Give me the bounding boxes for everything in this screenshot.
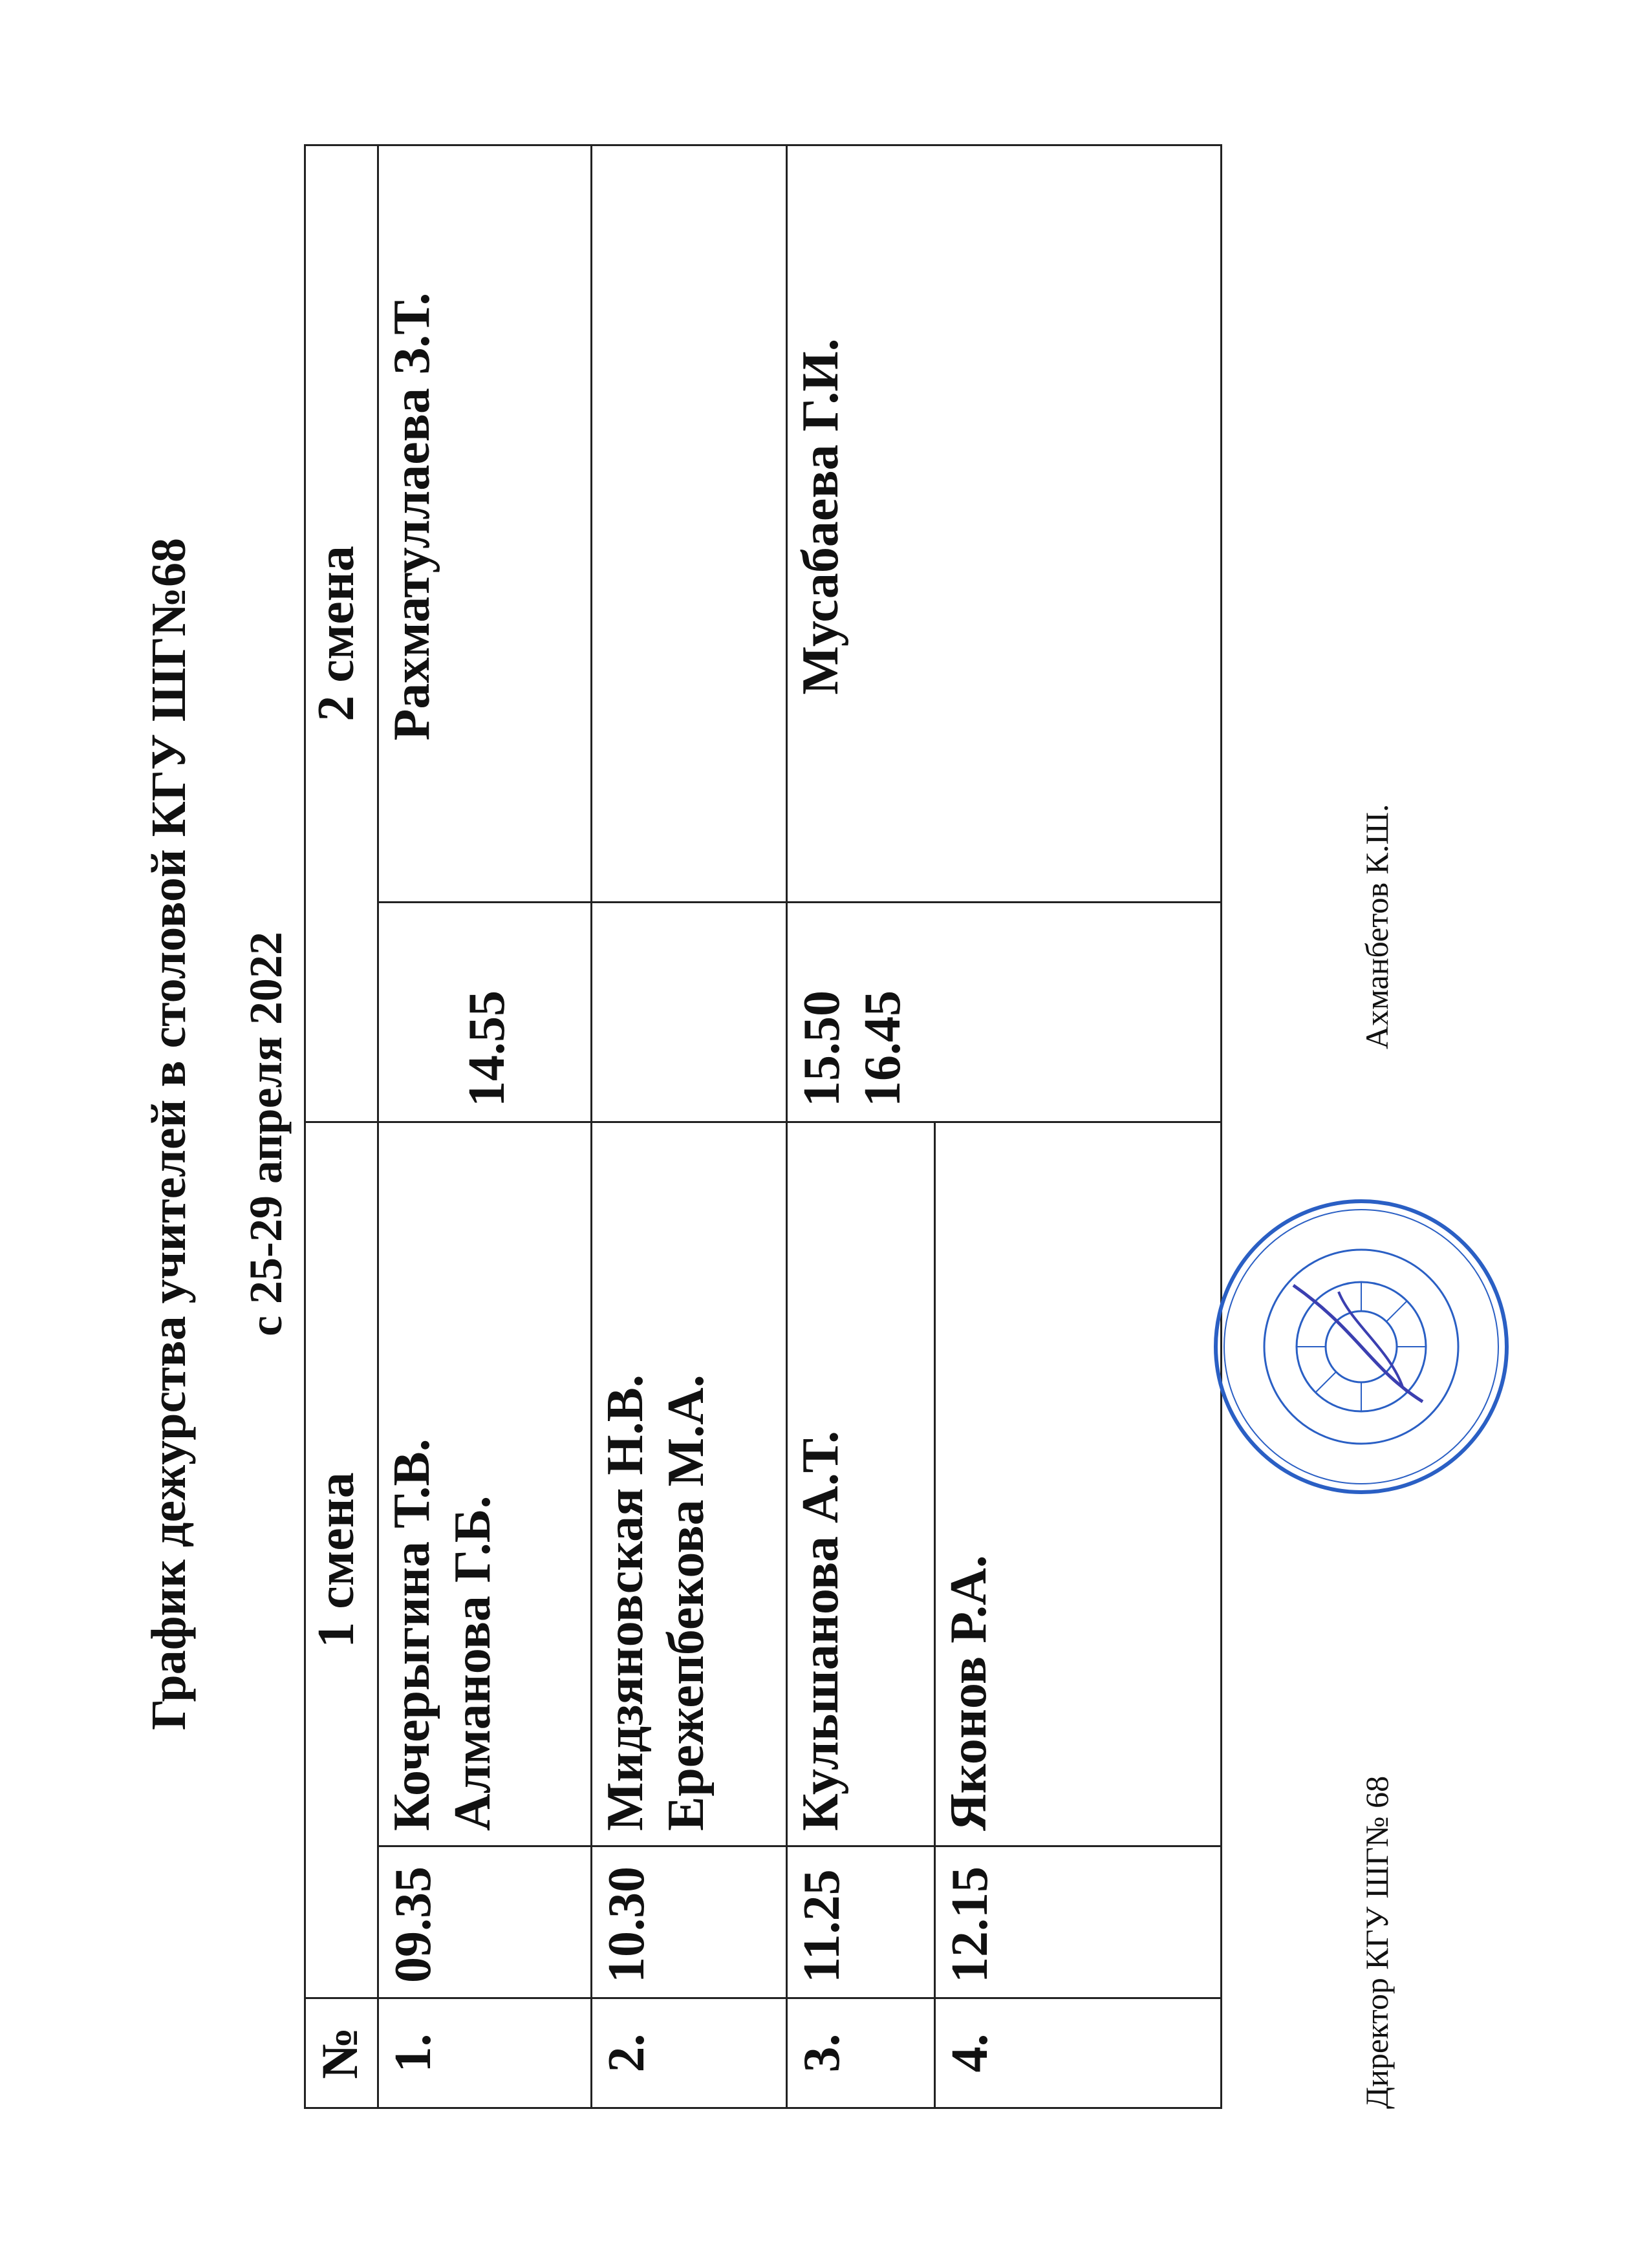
shift2-names <box>591 145 786 902</box>
duty-table <box>304 144 1222 2109</box>
director-name: Ахманбетов К.Ш. <box>1359 804 1395 1049</box>
shift1-names <box>378 1122 591 1846</box>
time-value: 15.50 <box>793 990 850 1107</box>
shift2-names: Мусабаева Г.И. <box>786 145 1221 902</box>
table-row <box>378 145 591 2108</box>
row-number: 1. <box>378 1998 591 2108</box>
shift1-time: 11.25 <box>786 1846 934 1998</box>
teacher-name: Яконов Р.А. <box>940 1555 998 1831</box>
header-shift1: 1 смена <box>305 1122 378 1998</box>
time-value: 14.55 <box>458 990 515 1107</box>
official-stamp <box>1209 1195 1513 1499</box>
shift2-names: Рахматуллаева З.Т. <box>378 145 591 902</box>
row-number: 4. <box>935 1998 1222 2108</box>
time-value: 16.45 <box>854 990 912 1107</box>
teacher-name: Кульшанова А.Т. <box>792 1430 849 1831</box>
table-header-row <box>305 145 378 2108</box>
shift2-time <box>378 902 591 1122</box>
header-shift2: 2 смена <box>305 145 378 1122</box>
table-row <box>591 145 786 2108</box>
row-number: 3. <box>786 1998 934 2108</box>
shift2-time <box>786 902 1221 1122</box>
shift1-names <box>591 1122 786 1846</box>
shift1-names <box>786 1122 934 1846</box>
row-number: 2. <box>591 1998 786 2108</box>
director-label: Директор КГУ ШГ№ 68 <box>1359 1775 1395 2109</box>
page-title: График дежурства учителей в столовой КГУ ШГ№68 <box>142 537 196 1731</box>
shift1-names <box>935 1122 1222 1846</box>
table-row <box>786 145 934 2108</box>
shift1-time: 12.15 <box>935 1846 1222 1998</box>
teacher-name: Мидзяновская Н.В. <box>596 1374 654 1831</box>
teacher-name: Ережепбекова М.А. <box>658 1375 715 1831</box>
shift2-time <box>591 902 786 1122</box>
teacher-name: Кочерыгина Т.В. <box>383 1439 440 1831</box>
shift1-time: 10.30 <box>591 1846 786 1998</box>
teacher-name: Алманова Г.Б. <box>444 1495 502 1831</box>
header-num: № <box>305 1998 378 2108</box>
shift1-time: 09.35 <box>378 1846 591 1998</box>
page-subtitle: с 25-29 апреля 2022 <box>240 932 292 1336</box>
